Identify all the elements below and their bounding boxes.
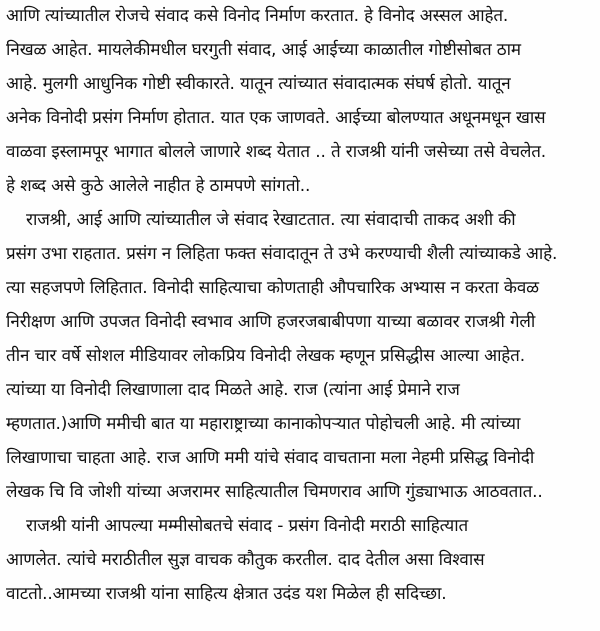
text-line: हे शब्द असे कुठे आलेले नाहीत हे ठामपणे सांगतो.. xyxy=(6,176,311,196)
text-line: त्या सहजपणे लिहितात. विनोदी साहित्याचा कोणताही औपचारिक अभ्यास न करता केवळ xyxy=(6,278,539,298)
text-line: प्रसंग उभा राहतात. प्रसंग न लिहिता फक्त संवादातून ते उभे करण्याची शैली त्यांच्याकडे आहे. xyxy=(6,244,558,264)
text-line: वाळवा इस्लामपूर भागात बोलले जाणारे शब्द येतात .. ते राजश्री यांनी जसेच्या तसे वेचलेत. xyxy=(6,142,547,162)
text-line: निखळ आहेत. मायलेकीमधील घरगुती संवाद, आई आईच्या काळातील गोष्टीसोबत ठाम xyxy=(6,40,521,60)
paragraph-first-line: राजश्री यांनी आपल्या मम्मीसोबतचे संवाद - प्रसंग विनोदी मराठी साहित्यात xyxy=(26,516,469,536)
text-line: आणि त्यांच्यातील रोजचे संवाद कसे विनोद निर्माण करतात. हे विनोद अस्सल आहेत. xyxy=(6,6,509,26)
text-line: आणलेत. त्यांचे मराठीतील सुज्ञ वाचक कौतुक करतील. दाद देतील असा विश्वास xyxy=(6,550,485,570)
text-line: लिखाणाचा चाहता आहे. राज आणि ममी यांचे संवाद वाचताना मला नेहमी प्रसिद्ध विनोदी xyxy=(6,448,535,468)
text-line: निरीक्षण आणि उपजत विनोदी स्वभाव आणि हजरजबाबीपणा याच्या बळावर राजश्री गेली xyxy=(6,312,536,332)
text-line: आहे. मुलगी आधुनिक गोष्टी स्वीकारते. यातून त्यांच्यात संवादात्मक संघर्ष होतो. यातून xyxy=(6,74,511,94)
text-line: अनेक विनोदी प्रसंग निर्माण होतात. यात एक जाणवते. आईच्या बोलण्यात अधूनमधून खास xyxy=(6,108,546,128)
text-line: लेखक चि वि जोशी यांच्या अजरामर साहित्यातील चिमणराव आणि गुंड्याभाऊ आठवतात.. xyxy=(6,482,543,502)
text-line: त्यांच्या या विनोदी लिखाणाला दाद मिळते आहे. राज (त्यांना आई प्रेमाने राज xyxy=(6,380,460,400)
text-line: तीन चार वर्षे सोशल मीडियावर लोकप्रिय विनोदी लेखक म्हणून प्रसिद्धीस आल्या आहेत. xyxy=(6,346,525,366)
paragraph-first-line: राजश्री, आई आणि त्यांच्यातील जे संवाद रेखाटतात. त्या संवादाची ताकद अशी की xyxy=(26,210,516,230)
text-line: वाटतो..आमच्या राजश्री यांना साहित्य क्षेत्रात उदंड यश मिळेल ही सदिच्छा. xyxy=(6,584,447,604)
text-line: म्हणतात.)आणि ममीची बात या महाराष्ट्राच्या कानाकोपऱ्यात पोहोचली आहे. मी त्यांच्या xyxy=(6,414,521,434)
